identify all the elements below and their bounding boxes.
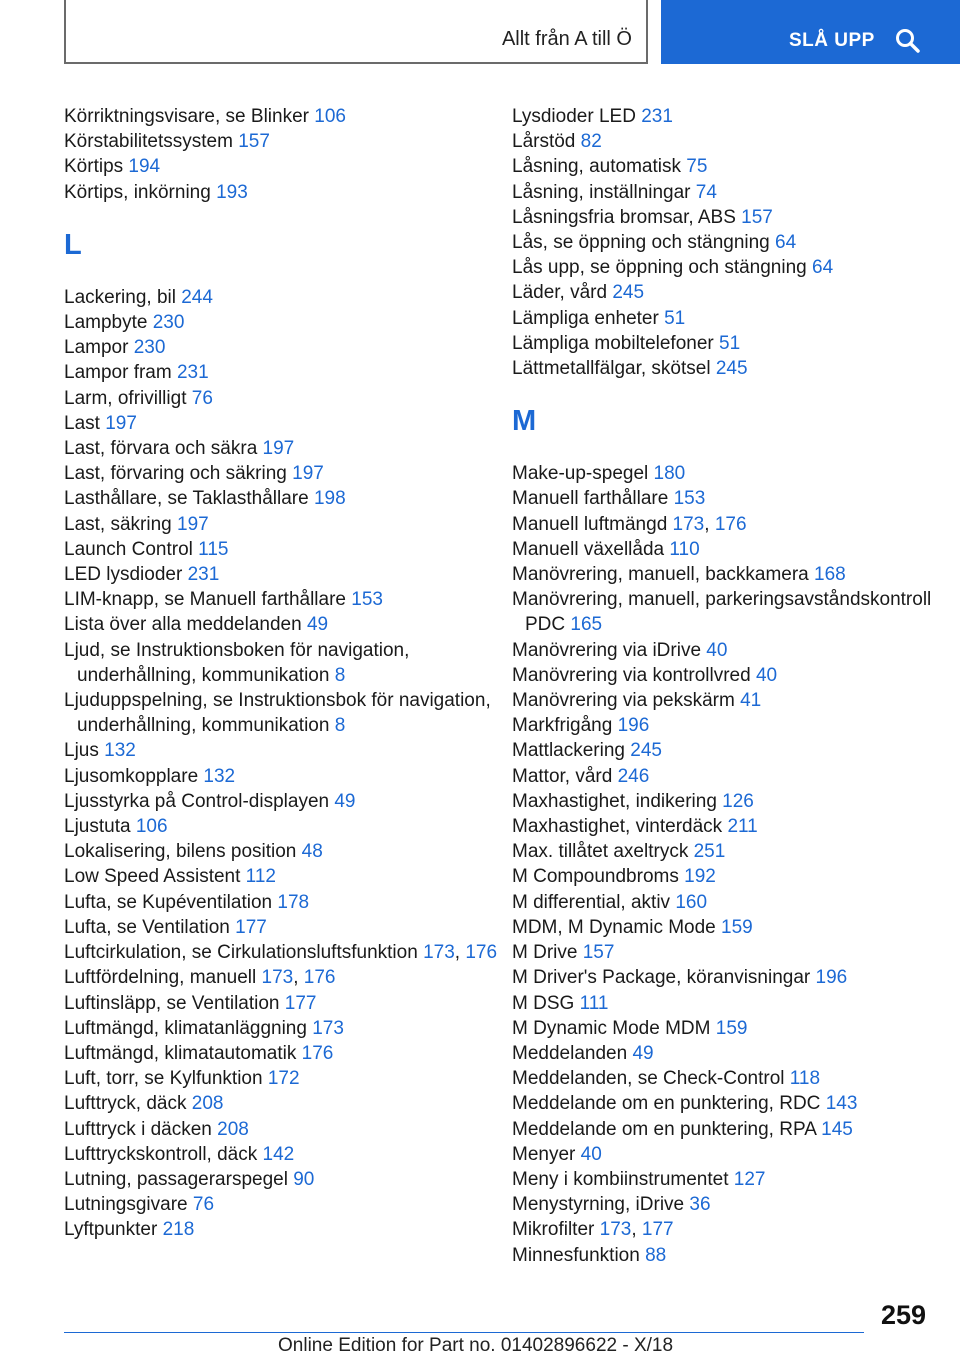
index-entry-term: Luftmängd, klimatautomatik bbox=[64, 1042, 302, 1064]
index-entry-term: Låsning, automatisk bbox=[512, 156, 687, 178]
page-link[interactable]: 106 bbox=[314, 106, 346, 127]
index-entry-term: Körstabilitetssystem bbox=[64, 131, 239, 153]
index-entry bbox=[512, 331, 952, 356]
index-entry-term: Meddelanden bbox=[512, 1042, 633, 1064]
index-entry bbox=[512, 713, 952, 738]
index-entry-term: Lårstöd bbox=[512, 131, 581, 153]
index-entry-term: Läder, vård bbox=[512, 282, 613, 304]
page-link[interactable]: 111 bbox=[579, 992, 609, 1014]
index-entry bbox=[64, 1041, 504, 1066]
index-entry-term: Lufta, se Ventilation bbox=[64, 916, 236, 938]
lookup-label: SLÅ UPP bbox=[789, 30, 875, 51]
index-entry-term: Manövrering via pekskärm bbox=[512, 690, 741, 712]
page-link[interactable]: 230 bbox=[152, 312, 185, 334]
index-entry-term: Manövrering, manuell, backkamera bbox=[512, 564, 815, 586]
page-link[interactable]: 48 bbox=[301, 841, 323, 863]
page-link[interactable]: 115 bbox=[198, 538, 229, 560]
index-entry bbox=[64, 537, 504, 562]
index-entry: Luftfördelning, manuell 173, 176 bbox=[64, 967, 336, 989]
index-entry-term: Luftcirkulation, se Cirkulationsluftsfunktion bbox=[64, 942, 424, 964]
index-entry bbox=[512, 562, 952, 587]
page-link[interactable]: 168 bbox=[814, 564, 846, 586]
index-entry-term: M Compoundbroms bbox=[512, 866, 685, 888]
index-entry bbox=[64, 991, 504, 1016]
index-entry-term: M Driver's Package, köranvisningar bbox=[512, 967, 816, 989]
index-entry bbox=[512, 1243, 952, 1268]
page-link[interactable]: 153 bbox=[351, 589, 383, 611]
index-entry bbox=[64, 1167, 504, 1192]
page-link[interactable]: 194 bbox=[128, 156, 161, 178]
index-entry-term: Lämpliga mobiltelefoner bbox=[512, 332, 720, 354]
page-link[interactable]: 145 bbox=[821, 1118, 853, 1140]
page-link[interactable]: 160 bbox=[675, 891, 708, 913]
index-entry: Mikrofilter 173, 177 bbox=[512, 1219, 674, 1241]
index-entry-term: Menyer bbox=[512, 1143, 581, 1165]
index-entry bbox=[64, 688, 504, 738]
page-link[interactable]: 180 bbox=[653, 463, 686, 485]
index-entry bbox=[64, 335, 504, 360]
page-link[interactable]: 251 bbox=[693, 841, 726, 863]
page-link[interactable]: 245 bbox=[715, 358, 748, 380]
page-link[interactable]: 197 bbox=[177, 513, 209, 535]
index-entry-term: Lufttryck i däcken bbox=[64, 1118, 218, 1140]
index-column-right bbox=[512, 104, 952, 1268]
page-link[interactable]: 192 bbox=[684, 866, 716, 888]
index-entry-term: Manövrering via iDrive bbox=[512, 639, 707, 661]
page-link[interactable]: 49 bbox=[334, 790, 356, 812]
index-entry bbox=[512, 991, 952, 1016]
index-entry bbox=[512, 205, 952, 230]
index-entry bbox=[64, 411, 504, 436]
index-entry bbox=[512, 486, 952, 511]
index-column-left bbox=[64, 104, 504, 1243]
lookup-button[interactable] bbox=[661, 0, 960, 64]
index-entry bbox=[512, 461, 952, 486]
page-link[interactable]: 176 bbox=[301, 1042, 334, 1064]
page-link[interactable]: 126 bbox=[722, 790, 754, 812]
page-link[interactable]: 106 bbox=[135, 816, 168, 838]
index-entry bbox=[512, 180, 952, 205]
index-entry-term: Meddelanden, se Check-Control bbox=[512, 1068, 790, 1090]
index-entry bbox=[512, 1192, 952, 1217]
index-entry bbox=[64, 612, 504, 637]
index-letter-heading: M bbox=[512, 405, 537, 438]
page-link[interactable]: 40 bbox=[706, 639, 728, 661]
index-entry-term: Last bbox=[64, 412, 106, 434]
index-entry bbox=[64, 180, 504, 205]
index-entry-term: Körtips bbox=[64, 156, 129, 178]
index-entry bbox=[64, 1142, 504, 1167]
index-entry bbox=[64, 789, 504, 814]
index-entry bbox=[512, 814, 952, 839]
page-link[interactable]: 40 bbox=[755, 664, 778, 686]
page-link[interactable]: 172 bbox=[267, 1068, 300, 1090]
page-link[interactable]: 198 bbox=[313, 488, 346, 510]
index-entry bbox=[512, 104, 952, 129]
index-entry-term: Luftfördelning, manuell bbox=[64, 967, 262, 989]
page-link[interactable]: 173 bbox=[312, 1017, 344, 1039]
index-entry bbox=[64, 764, 504, 789]
index-entry-term: Markfrigång bbox=[512, 715, 618, 737]
index-entry bbox=[64, 1066, 504, 1091]
index-entry bbox=[512, 965, 952, 990]
page-link[interactable]: 231 bbox=[187, 564, 220, 586]
page-link[interactable]: 142 bbox=[262, 1143, 295, 1165]
index-entry bbox=[512, 764, 952, 789]
page-link[interactable]: 197 bbox=[262, 438, 295, 460]
index-entry-term: Last, förvara och säkra bbox=[64, 438, 263, 460]
index-entry-term: Ljud, se Instruktionsboken för navigation, underhållning, kommunikation bbox=[64, 639, 410, 686]
page-link[interactable]: 40 bbox=[580, 1143, 602, 1165]
section-tab[interactable] bbox=[64, 0, 648, 64]
page-link[interactable]: 193 bbox=[216, 181, 248, 203]
index-entry: Luftcirkulation, se Cirkulationsluftsfunktion 173, 176 bbox=[64, 942, 498, 964]
index-entry bbox=[64, 1192, 504, 1217]
footer-text: Online Edition for Part no. 01402896622 - X/18 bbox=[278, 1335, 674, 1356]
index-entry bbox=[512, 255, 952, 280]
index-entry-term: Lokalisering, bilens position bbox=[64, 841, 302, 863]
index-entry bbox=[64, 915, 504, 940]
index-entry-term: Manuell farthållare bbox=[512, 488, 674, 510]
index-entry-term: MDM, M Dynamic Mode bbox=[512, 916, 722, 938]
index-entry-term: Låsning, inställningar bbox=[512, 181, 696, 203]
index-entry-term: Körtips, inkörning bbox=[64, 181, 217, 203]
index-entry-term: Ljustuta bbox=[64, 816, 136, 838]
index-entry-term: Menystyrning, iDrive bbox=[512, 1194, 690, 1216]
index-entry-term: Luftinsläpp, se Ventilation bbox=[64, 992, 285, 1014]
index-entry-term: Last, förvaring och säkring bbox=[64, 463, 293, 485]
index-entry-term: Low Speed Assistent bbox=[64, 866, 246, 888]
index-entry bbox=[64, 1217, 504, 1242]
page-link[interactable]: 178 bbox=[277, 891, 310, 913]
index-entry bbox=[64, 486, 504, 511]
index-entry-term: Låsningsfria bromsar, ABS bbox=[512, 206, 742, 228]
index-entry-term: Lyftpunkter bbox=[64, 1219, 163, 1241]
footer-divider bbox=[64, 1332, 864, 1333]
page-link[interactable]: 8 bbox=[334, 715, 346, 737]
page-link[interactable]: 173 bbox=[599, 1219, 632, 1241]
page-link[interactable]: 173 bbox=[261, 967, 294, 989]
index-entry bbox=[512, 1117, 952, 1142]
index-entry-term: Ljusomkopplare bbox=[64, 765, 204, 787]
index-entry bbox=[512, 1142, 952, 1167]
index-entry-term: Lampor fram bbox=[64, 362, 177, 384]
page-link[interactable]: 153 bbox=[673, 488, 706, 510]
index-entry bbox=[512, 356, 952, 381]
page-link[interactable]: 64 bbox=[812, 257, 834, 279]
page-link[interactable]: 197 bbox=[105, 412, 137, 434]
index-entry-term: Lufttryck, däck bbox=[64, 1093, 192, 1115]
index-entry bbox=[512, 890, 952, 915]
index-entry bbox=[512, 940, 952, 965]
index-entry bbox=[512, 306, 952, 331]
page-link[interactable]: 177 bbox=[235, 916, 267, 938]
page-link[interactable]: 127 bbox=[733, 1168, 766, 1190]
page-link[interactable]: 8 bbox=[334, 664, 346, 686]
index-letter-heading: L bbox=[64, 228, 82, 261]
index-entry bbox=[64, 890, 504, 915]
index-entry-term: Lutningsgivare bbox=[64, 1194, 193, 1216]
index-entry-term: Lufttryckskontroll, däck bbox=[64, 1143, 263, 1165]
index-entry-term: Make-up-spegel bbox=[512, 463, 654, 485]
index-entry-term: Ljusstyrka på Control-displayen bbox=[64, 790, 335, 812]
index-entry: Manuell luftmängd 173, 176 bbox=[512, 513, 747, 535]
index-entry bbox=[512, 230, 952, 255]
index-entry-term: Lysdioder LED bbox=[512, 106, 642, 127]
page-link[interactable]: 244 bbox=[181, 286, 213, 308]
index-entry bbox=[512, 789, 952, 814]
page-link[interactable]: 75 bbox=[686, 156, 708, 178]
index-entry-term: Manuell luftmängd bbox=[512, 513, 673, 535]
page-link[interactable]: 41 bbox=[740, 690, 762, 712]
index-entry bbox=[512, 587, 952, 637]
page-link[interactable]: 157 bbox=[582, 942, 615, 964]
page-link[interactable]: 211 bbox=[727, 816, 758, 838]
index-entry bbox=[64, 285, 504, 310]
index-entry-term: Mikrofilter bbox=[512, 1219, 600, 1241]
index-entry-term: Minnesfunktion bbox=[512, 1244, 646, 1266]
page-link[interactable]: 245 bbox=[612, 282, 645, 304]
index-entry bbox=[64, 512, 504, 537]
page-link[interactable]: 118 bbox=[789, 1068, 821, 1090]
index-entry bbox=[512, 1066, 952, 1091]
page-link[interactable]: 177 bbox=[641, 1219, 674, 1241]
index-entry bbox=[64, 864, 504, 889]
index-entry-term: Lampor bbox=[64, 337, 134, 359]
index-entry bbox=[64, 310, 504, 335]
index-entry-term: Meddelande om en punktering, RDC bbox=[512, 1093, 826, 1115]
page-link[interactable]: 230 bbox=[133, 337, 166, 359]
index-entry bbox=[64, 1091, 504, 1116]
index-entry bbox=[64, 104, 504, 129]
page-link[interactable]: 208 bbox=[191, 1093, 224, 1115]
index-entry-term: Lättmetallfälgar, skötsel bbox=[512, 358, 716, 380]
index-entry bbox=[512, 280, 952, 305]
index-entry bbox=[512, 1091, 952, 1116]
page-link[interactable]: 90 bbox=[293, 1168, 315, 1190]
page-link[interactable]: 110 bbox=[669, 538, 700, 560]
page-link[interactable]: 159 bbox=[715, 1017, 748, 1039]
index-entry bbox=[512, 1016, 952, 1041]
page-link[interactable]: 246 bbox=[617, 765, 650, 787]
index-entry bbox=[512, 537, 952, 562]
page-link[interactable]: 176 bbox=[465, 942, 498, 964]
index-entry bbox=[64, 587, 504, 612]
index-entry bbox=[64, 1117, 504, 1142]
page-link[interactable]: 74 bbox=[695, 181, 717, 203]
index-entry bbox=[512, 154, 952, 179]
index-entry bbox=[64, 839, 504, 864]
page-link[interactable]: 173 bbox=[423, 942, 455, 964]
page-link[interactable]: 49 bbox=[306, 614, 329, 636]
page-link[interactable]: 231 bbox=[176, 362, 209, 384]
index-entry bbox=[512, 663, 952, 688]
index-entry-term: Ljuduppspelning, se Instruktionsbok för navigation, underhållning, kommunikation bbox=[64, 690, 491, 737]
index-entry bbox=[512, 1041, 952, 1066]
index-entry-term: Manövrering, manuell, parkeringsavståndskontroll PDC bbox=[512, 589, 932, 636]
index-entry bbox=[512, 638, 952, 663]
page-link[interactable]: 176 bbox=[714, 513, 747, 535]
index-entry-term: M Drive bbox=[512, 942, 583, 964]
page-link[interactable]: 231 bbox=[641, 106, 673, 127]
index-entry bbox=[64, 386, 504, 411]
page-link[interactable]: 143 bbox=[825, 1093, 858, 1115]
page-link[interactable]: 157 bbox=[741, 206, 773, 228]
page-link[interactable]: 218 bbox=[162, 1219, 195, 1241]
index-entry-term: Mattor, vård bbox=[512, 765, 618, 787]
page-link[interactable]: 82 bbox=[580, 131, 602, 153]
page-link[interactable]: 88 bbox=[645, 1244, 667, 1266]
page-link[interactable]: 51 bbox=[664, 307, 686, 329]
index-entry-term: Maxhastighet, vinterdäck bbox=[512, 816, 728, 838]
index-entry-term: Launch Control bbox=[64, 538, 199, 560]
index-entry-term: Larm, ofrivilligt bbox=[64, 387, 192, 409]
index-entry-term: Last, säkring bbox=[64, 513, 177, 535]
page-link[interactable]: 76 bbox=[192, 1194, 215, 1216]
index-entry bbox=[512, 688, 952, 713]
index-entry-term: Körriktningsvisare, se Blinker bbox=[64, 106, 315, 127]
page-link[interactable]: 157 bbox=[238, 131, 270, 153]
index-entry-term: M differential, aktiv bbox=[512, 891, 676, 913]
page-link[interactable]: 208 bbox=[217, 1118, 249, 1140]
index-entry-term: Lampbyte bbox=[64, 312, 153, 334]
section-title: Allt från A till Ö bbox=[501, 28, 632, 50]
index-entry bbox=[64, 129, 504, 154]
index-entry-term: Lufta, se Kupéventilation bbox=[64, 891, 278, 913]
page-link[interactable]: 176 bbox=[303, 967, 336, 989]
index-entry-term: Ljus bbox=[64, 740, 105, 762]
page-link[interactable]: 197 bbox=[292, 463, 324, 485]
index-entry-term: Lista över alla meddelanden bbox=[64, 614, 307, 636]
page-link[interactable]: 196 bbox=[617, 715, 650, 737]
index-entry bbox=[512, 129, 952, 154]
page-link[interactable]: 177 bbox=[284, 992, 317, 1014]
index-entry-term: Meny i kombiinstrumentet bbox=[512, 1168, 734, 1190]
index-entry bbox=[64, 461, 504, 486]
index-entry bbox=[512, 1167, 952, 1192]
index-entry bbox=[512, 915, 952, 940]
index-entry-term: Lasthållare, se Taklasthållare bbox=[64, 488, 314, 510]
page-link[interactable]: 173 bbox=[672, 513, 705, 535]
page-number: 259 bbox=[880, 1300, 926, 1330]
index-entry bbox=[512, 864, 952, 889]
index-entry bbox=[512, 738, 952, 763]
page-link[interactable]: 159 bbox=[721, 916, 753, 938]
index-entry bbox=[64, 562, 504, 587]
index-entry-term: Lutning, passagerarspegel bbox=[64, 1168, 294, 1190]
index-entry bbox=[64, 1016, 504, 1041]
page-link[interactable]: 112 bbox=[245, 866, 276, 888]
index-entry-term: Lämpliga enheter bbox=[512, 307, 665, 329]
index-entry bbox=[512, 839, 952, 864]
page-link[interactable]: 245 bbox=[630, 740, 662, 762]
index-entry-term: Lås upp, se öppning och stängning bbox=[512, 257, 813, 279]
page-link[interactable]: 64 bbox=[775, 232, 797, 254]
index-entry bbox=[64, 154, 504, 179]
page-link[interactable]: 196 bbox=[815, 967, 848, 989]
page-link[interactable]: 36 bbox=[689, 1194, 711, 1216]
index-entry bbox=[64, 738, 504, 763]
index-entry bbox=[64, 638, 504, 688]
index-entry-term: Maxhastighet, indikering bbox=[512, 790, 723, 812]
index-entry-term: Max. tillåtet axeltryck bbox=[512, 841, 694, 863]
index-entry-term: Lackering, bil bbox=[64, 286, 182, 308]
page-link[interactable]: 132 bbox=[203, 765, 236, 787]
index-entry-term: Manövrering via kontrollvred bbox=[512, 664, 756, 686]
index-entry-term: Lås, se öppning och stängning bbox=[512, 232, 776, 254]
page-link[interactable]: 49 bbox=[632, 1042, 654, 1064]
index-entry-term: Mattlackering bbox=[512, 740, 631, 762]
search-icon bbox=[895, 28, 921, 54]
index-entry bbox=[64, 360, 504, 385]
index-entry-term: Luft, torr, se Kylfunktion bbox=[64, 1068, 268, 1090]
index-entry-term: Luftmängd, klimatanläggning bbox=[64, 1017, 313, 1039]
index-entry-term: Meddelande om en punktering, RPA bbox=[512, 1118, 822, 1140]
page-link[interactable]: 51 bbox=[719, 332, 741, 354]
index-entry-term: LIM-knapp, se Manuell farthållare bbox=[64, 589, 352, 611]
index-entry bbox=[64, 814, 504, 839]
index-entry-term: M DSG bbox=[512, 992, 580, 1014]
page-link[interactable]: 165 bbox=[570, 614, 603, 636]
page-link[interactable]: 76 bbox=[191, 387, 213, 409]
index-entry-term: M Dynamic Mode MDM bbox=[512, 1017, 716, 1039]
page-link[interactable]: 132 bbox=[104, 740, 136, 762]
index-entry-term: Manuell växellåda bbox=[512, 538, 670, 560]
index-entry bbox=[64, 436, 504, 461]
index-entry-term: LED lysdioder bbox=[64, 564, 188, 586]
